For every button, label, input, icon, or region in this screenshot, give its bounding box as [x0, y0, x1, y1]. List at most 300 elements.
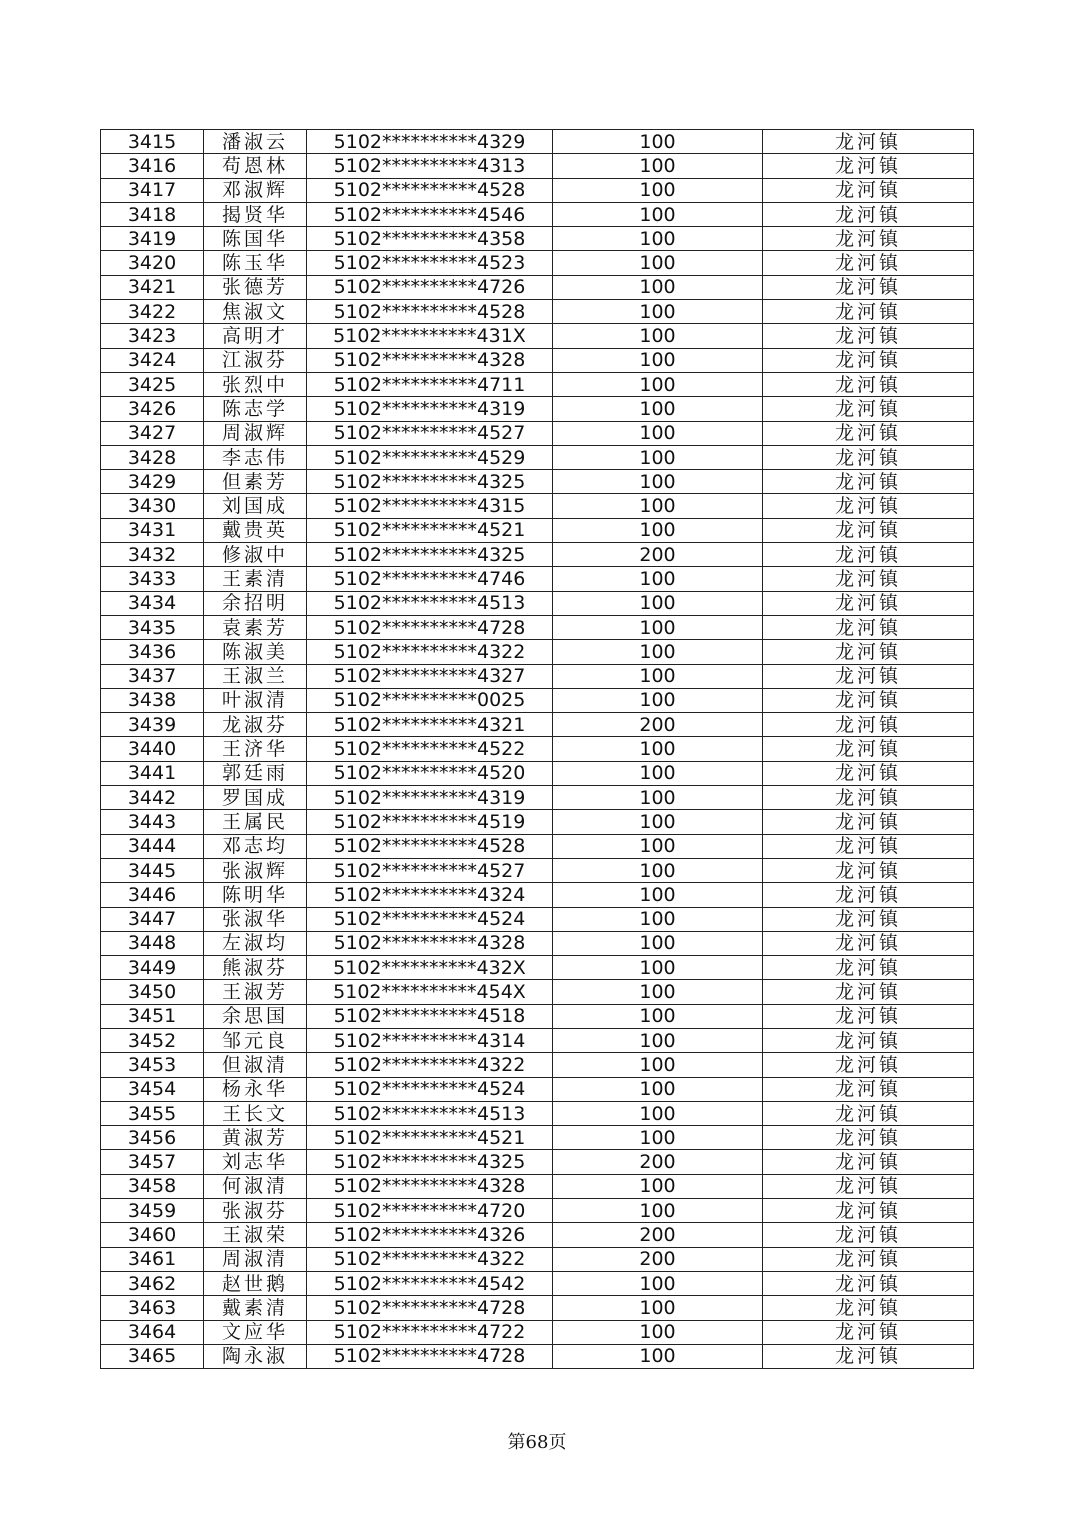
cell-amount: 100	[553, 1344, 763, 1368]
cell-town: 龙河镇	[763, 1247, 974, 1271]
cell-serial-number: 3433	[101, 567, 204, 591]
cell-town: 龙河镇	[763, 713, 974, 737]
cell-person-name: 袁素芳	[204, 615, 307, 639]
cell-id-number: 5102**********4321	[307, 713, 553, 737]
cell-serial-number: 3415	[101, 130, 204, 154]
cell-serial-number: 3438	[101, 688, 204, 712]
cell-amount: 100	[553, 397, 763, 421]
cell-amount: 100	[553, 640, 763, 664]
cell-id-number: 5102**********4728	[307, 1344, 553, 1368]
cell-person-name: 周淑清	[204, 1247, 307, 1271]
table-row	[101, 810, 974, 834]
cell-amount: 200	[553, 1150, 763, 1174]
table-row	[101, 372, 974, 396]
table-row	[101, 956, 974, 980]
table-row	[101, 591, 974, 615]
cell-id-number: 5102**********4518	[307, 1004, 553, 1028]
cell-town: 龙河镇	[763, 1150, 974, 1174]
cell-serial-number: 3456	[101, 1126, 204, 1150]
cell-id-number: 5102**********4720	[307, 1199, 553, 1223]
table-row	[101, 397, 974, 421]
cell-id-number: 5102**********431X	[307, 324, 553, 348]
cell-town: 龙河镇	[763, 737, 974, 761]
cell-id-number: 5102**********4722	[307, 1320, 553, 1344]
cell-id-number: 5102**********4322	[307, 1247, 553, 1271]
cell-person-name: 陈玉华	[204, 251, 307, 275]
cell-person-name: 邹元良	[204, 1028, 307, 1052]
cell-amount: 100	[553, 1101, 763, 1125]
cell-serial-number: 3435	[101, 615, 204, 639]
cell-id-number: 5102**********4319	[307, 786, 553, 810]
cell-person-name: 张淑华	[204, 907, 307, 931]
table-row	[101, 1247, 974, 1271]
cell-id-number: 5102**********4315	[307, 494, 553, 518]
cell-serial-number: 3421	[101, 275, 204, 299]
table-row	[101, 1077, 974, 1101]
cell-person-name: 但素芳	[204, 470, 307, 494]
cell-amount: 100	[553, 470, 763, 494]
table-row	[101, 858, 974, 882]
table-row	[101, 1199, 974, 1223]
cell-person-name: 王淑兰	[204, 664, 307, 688]
cell-id-number: 5102**********4328	[307, 931, 553, 955]
cell-amount: 100	[553, 664, 763, 688]
cell-serial-number: 3452	[101, 1028, 204, 1052]
cell-person-name: 杨永华	[204, 1077, 307, 1101]
table-row	[101, 883, 974, 907]
cell-serial-number: 3465	[101, 1344, 204, 1368]
cell-amount: 100	[553, 931, 763, 955]
cell-serial-number: 3436	[101, 640, 204, 664]
cell-town: 龙河镇	[763, 178, 974, 202]
cell-serial-number: 3417	[101, 178, 204, 202]
cell-serial-number: 3420	[101, 251, 204, 275]
cell-town: 龙河镇	[763, 1053, 974, 1077]
cell-amount: 100	[553, 1028, 763, 1052]
table-row	[101, 664, 974, 688]
cell-amount: 100	[553, 202, 763, 226]
cell-amount: 100	[553, 737, 763, 761]
cell-id-number: 5102**********4513	[307, 1101, 553, 1125]
cell-serial-number: 3459	[101, 1199, 204, 1223]
cell-person-name: 陶永淑	[204, 1344, 307, 1368]
table-row	[101, 1296, 974, 1320]
cell-town: 龙河镇	[763, 1320, 974, 1344]
cell-id-number: 5102**********4528	[307, 178, 553, 202]
page-number: 第68页	[507, 1432, 567, 1453]
cell-amount: 100	[553, 591, 763, 615]
table-row	[101, 1126, 974, 1150]
cell-amount: 100	[553, 1320, 763, 1344]
cell-town: 龙河镇	[763, 518, 974, 542]
cell-serial-number: 3445	[101, 858, 204, 882]
cell-serial-number: 3451	[101, 1004, 204, 1028]
table-row	[101, 154, 974, 178]
cell-serial-number: 3429	[101, 470, 204, 494]
cell-town: 龙河镇	[763, 1174, 974, 1198]
cell-serial-number: 3450	[101, 980, 204, 1004]
cell-person-name: 黄淑芳	[204, 1126, 307, 1150]
cell-serial-number: 3463	[101, 1296, 204, 1320]
cell-amount: 100	[553, 810, 763, 834]
cell-id-number: 5102**********4322	[307, 640, 553, 664]
cell-id-number: 5102**********4322	[307, 1053, 553, 1077]
cell-id-number: 5102**********4328	[307, 1174, 553, 1198]
cell-town: 龙河镇	[763, 470, 974, 494]
cell-serial-number: 3416	[101, 154, 204, 178]
cell-town: 龙河镇	[763, 1223, 974, 1247]
cell-serial-number: 3447	[101, 907, 204, 931]
cell-serial-number: 3442	[101, 786, 204, 810]
cell-id-number: 5102**********4519	[307, 810, 553, 834]
cell-serial-number: 3460	[101, 1223, 204, 1247]
cell-amount: 100	[553, 1296, 763, 1320]
cell-town: 龙河镇	[763, 324, 974, 348]
cell-serial-number: 3434	[101, 591, 204, 615]
cell-person-name: 左淑均	[204, 931, 307, 955]
cell-town: 龙河镇	[763, 664, 974, 688]
cell-id-number: 5102**********4358	[307, 227, 553, 251]
cell-person-name: 潘淑云	[204, 130, 307, 154]
cell-id-number: 5102**********4522	[307, 737, 553, 761]
table-row	[101, 834, 974, 858]
cell-town: 龙河镇	[763, 1101, 974, 1125]
cell-person-name: 王属民	[204, 810, 307, 834]
cell-id-number: 5102**********4327	[307, 664, 553, 688]
cell-person-name: 刘志华	[204, 1150, 307, 1174]
table-row	[101, 713, 974, 737]
cell-id-number: 5102**********4314	[307, 1028, 553, 1052]
cell-id-number: 5102**********454X	[307, 980, 553, 1004]
cell-town: 龙河镇	[763, 494, 974, 518]
cell-id-number: 5102**********4746	[307, 567, 553, 591]
cell-town: 龙河镇	[763, 275, 974, 299]
cell-person-name: 罗国成	[204, 786, 307, 810]
cell-id-number: 5102**********4521	[307, 1126, 553, 1150]
cell-town: 龙河镇	[763, 202, 974, 226]
cell-serial-number: 3431	[101, 518, 204, 542]
cell-id-number: 5102**********4325	[307, 543, 553, 567]
cell-person-name: 高明才	[204, 324, 307, 348]
cell-person-name: 王淑芳	[204, 980, 307, 1004]
table-row	[101, 178, 974, 202]
cell-amount: 100	[553, 251, 763, 275]
cell-town: 龙河镇	[763, 1004, 974, 1028]
cell-amount: 100	[553, 372, 763, 396]
cell-town: 龙河镇	[763, 883, 974, 907]
table-row	[101, 907, 974, 931]
table-row	[101, 543, 974, 567]
roster-table	[100, 129, 974, 1369]
cell-serial-number: 3426	[101, 397, 204, 421]
cell-serial-number: 3428	[101, 445, 204, 469]
cell-amount: 100	[553, 834, 763, 858]
cell-town: 龙河镇	[763, 154, 974, 178]
cell-id-number: 5102**********4325	[307, 1150, 553, 1174]
cell-person-name: 王淑荣	[204, 1223, 307, 1247]
cell-amount: 100	[553, 275, 763, 299]
cell-id-number: 5102**********4524	[307, 907, 553, 931]
cell-id-number: 5102**********4527	[307, 858, 553, 882]
table-row	[101, 567, 974, 591]
cell-serial-number: 3444	[101, 834, 204, 858]
cell-person-name: 陈志学	[204, 397, 307, 421]
cell-serial-number: 3430	[101, 494, 204, 518]
cell-amount: 100	[553, 786, 763, 810]
cell-town: 龙河镇	[763, 1271, 974, 1295]
cell-id-number: 5102**********4726	[307, 275, 553, 299]
cell-person-name: 陈淑美	[204, 640, 307, 664]
cell-town: 龙河镇	[763, 615, 974, 639]
table-row	[101, 1320, 974, 1344]
cell-town: 龙河镇	[763, 1199, 974, 1223]
table-row	[101, 931, 974, 955]
cell-amount: 100	[553, 300, 763, 324]
cell-person-name: 戴素清	[204, 1296, 307, 1320]
cell-town: 龙河镇	[763, 227, 974, 251]
table-row	[101, 1004, 974, 1028]
cell-town: 龙河镇	[763, 980, 974, 1004]
cell-town: 龙河镇	[763, 810, 974, 834]
cell-serial-number: 3462	[101, 1271, 204, 1295]
table-row	[101, 445, 974, 469]
cell-amount: 100	[553, 445, 763, 469]
table-row	[101, 1053, 974, 1077]
table-row	[101, 1028, 974, 1052]
cell-id-number: 5102**********4527	[307, 421, 553, 445]
cell-id-number: 5102**********4711	[307, 372, 553, 396]
cell-person-name: 周淑辉	[204, 421, 307, 445]
cell-town: 龙河镇	[763, 1296, 974, 1320]
cell-town: 龙河镇	[763, 907, 974, 931]
cell-town: 龙河镇	[763, 786, 974, 810]
cell-serial-number: 3423	[101, 324, 204, 348]
cell-id-number: 5102**********4521	[307, 518, 553, 542]
cell-amount: 100	[553, 1126, 763, 1150]
cell-person-name: 但淑清	[204, 1053, 307, 1077]
cell-person-name: 修淑中	[204, 543, 307, 567]
cell-serial-number: 3464	[101, 1320, 204, 1344]
cell-town: 龙河镇	[763, 300, 974, 324]
table-row	[101, 421, 974, 445]
cell-person-name: 王素清	[204, 567, 307, 591]
table-row	[101, 130, 974, 154]
cell-amount: 100	[553, 567, 763, 591]
cell-person-name: 苟恩林	[204, 154, 307, 178]
table-row	[101, 251, 974, 275]
cell-serial-number: 3437	[101, 664, 204, 688]
cell-person-name: 文应华	[204, 1320, 307, 1344]
cell-serial-number: 3455	[101, 1101, 204, 1125]
cell-person-name: 刘国成	[204, 494, 307, 518]
cell-serial-number: 3422	[101, 300, 204, 324]
cell-amount: 100	[553, 348, 763, 372]
cell-serial-number: 3432	[101, 543, 204, 567]
cell-amount: 100	[553, 761, 763, 785]
cell-person-name: 陈明华	[204, 883, 307, 907]
cell-person-name: 余思国	[204, 1004, 307, 1028]
cell-serial-number: 3457	[101, 1150, 204, 1174]
table-row	[101, 348, 974, 372]
table-row	[101, 615, 974, 639]
table-row	[101, 202, 974, 226]
cell-serial-number: 3446	[101, 883, 204, 907]
cell-town: 龙河镇	[763, 1344, 974, 1368]
cell-amount: 100	[553, 1174, 763, 1198]
table-row	[101, 688, 974, 712]
cell-id-number: 5102**********0025	[307, 688, 553, 712]
cell-person-name: 张德芳	[204, 275, 307, 299]
cell-town: 龙河镇	[763, 640, 974, 664]
cell-amount: 100	[553, 1077, 763, 1101]
cell-serial-number: 3443	[101, 810, 204, 834]
cell-amount: 100	[553, 1053, 763, 1077]
cell-amount: 100	[553, 858, 763, 882]
cell-serial-number: 3461	[101, 1247, 204, 1271]
cell-id-number: 5102**********4513	[307, 591, 553, 615]
cell-town: 龙河镇	[763, 421, 974, 445]
cell-town: 龙河镇	[763, 130, 974, 154]
cell-id-number: 5102**********4520	[307, 761, 553, 785]
table-row	[101, 1174, 974, 1198]
cell-person-name: 王济华	[204, 737, 307, 761]
cell-person-name: 李志伟	[204, 445, 307, 469]
cell-serial-number: 3424	[101, 348, 204, 372]
cell-person-name: 王长文	[204, 1101, 307, 1125]
cell-id-number: 5102**********4542	[307, 1271, 553, 1295]
table-row	[101, 980, 974, 1004]
cell-amount: 100	[553, 130, 763, 154]
cell-id-number: 5102**********4319	[307, 397, 553, 421]
cell-amount: 200	[553, 1223, 763, 1247]
cell-id-number: 5102**********4326	[307, 1223, 553, 1247]
cell-amount: 100	[553, 615, 763, 639]
table-row	[101, 1271, 974, 1295]
cell-serial-number: 3448	[101, 931, 204, 955]
cell-id-number: 5102**********4528	[307, 834, 553, 858]
cell-amount: 100	[553, 421, 763, 445]
cell-person-name: 江淑芬	[204, 348, 307, 372]
table-row	[101, 227, 974, 251]
table-row	[101, 275, 974, 299]
cell-town: 龙河镇	[763, 761, 974, 785]
cell-town: 龙河镇	[763, 251, 974, 275]
cell-amount: 100	[553, 1004, 763, 1028]
cell-town: 龙河镇	[763, 372, 974, 396]
cell-person-name: 张烈中	[204, 372, 307, 396]
cell-serial-number: 3453	[101, 1053, 204, 1077]
cell-amount: 100	[553, 154, 763, 178]
cell-id-number: 5102**********4546	[307, 202, 553, 226]
cell-town: 龙河镇	[763, 956, 974, 980]
cell-amount: 100	[553, 518, 763, 542]
cell-town: 龙河镇	[763, 1126, 974, 1150]
cell-person-name: 张淑芬	[204, 1199, 307, 1223]
cell-id-number: 5102**********4523	[307, 251, 553, 275]
cell-amount: 100	[553, 227, 763, 251]
cell-amount: 100	[553, 1199, 763, 1223]
cell-id-number: 5102**********4325	[307, 470, 553, 494]
cell-amount: 100	[553, 956, 763, 980]
cell-id-number: 5102**********4728	[307, 615, 553, 639]
cell-serial-number: 3440	[101, 737, 204, 761]
table-row	[101, 518, 974, 542]
cell-person-name: 揭贤华	[204, 202, 307, 226]
cell-amount: 200	[553, 1247, 763, 1271]
cell-id-number: 5102**********4328	[307, 348, 553, 372]
cell-id-number: 5102**********4524	[307, 1077, 553, 1101]
cell-id-number: 5102**********4728	[307, 1296, 553, 1320]
table-row	[101, 300, 974, 324]
cell-person-name: 赵世鹅	[204, 1271, 307, 1295]
cell-town: 龙河镇	[763, 543, 974, 567]
cell-id-number: 5102**********4528	[307, 300, 553, 324]
cell-amount: 100	[553, 494, 763, 518]
cell-town: 龙河镇	[763, 1028, 974, 1052]
cell-serial-number: 3427	[101, 421, 204, 445]
cell-id-number: 5102**********4324	[307, 883, 553, 907]
cell-town: 龙河镇	[763, 858, 974, 882]
cell-amount: 200	[553, 713, 763, 737]
cell-person-name: 戴贵英	[204, 518, 307, 542]
table-row	[101, 1150, 974, 1174]
table-row	[101, 786, 974, 810]
cell-person-name: 邓志均	[204, 834, 307, 858]
cell-town: 龙河镇	[763, 567, 974, 591]
cell-id-number: 5102**********4313	[307, 154, 553, 178]
table-row	[101, 1223, 974, 1247]
cell-serial-number: 3441	[101, 761, 204, 785]
cell-serial-number: 3425	[101, 372, 204, 396]
cell-person-name: 郭廷雨	[204, 761, 307, 785]
cell-town: 龙河镇	[763, 931, 974, 955]
cell-serial-number: 3439	[101, 713, 204, 737]
cell-serial-number: 3454	[101, 1077, 204, 1101]
cell-amount: 100	[553, 178, 763, 202]
cell-person-name: 焦淑文	[204, 300, 307, 324]
cell-town: 龙河镇	[763, 348, 974, 372]
cell-person-name: 龙淑芬	[204, 713, 307, 737]
cell-town: 龙河镇	[763, 397, 974, 421]
table-row	[101, 470, 974, 494]
cell-amount: 100	[553, 324, 763, 348]
cell-town: 龙河镇	[763, 445, 974, 469]
cell-town: 龙河镇	[763, 834, 974, 858]
cell-amount: 200	[553, 543, 763, 567]
cell-town: 龙河镇	[763, 1077, 974, 1101]
cell-person-name: 熊淑芬	[204, 956, 307, 980]
cell-amount: 100	[553, 688, 763, 712]
cell-person-name: 邓淑辉	[204, 178, 307, 202]
cell-serial-number: 3418	[101, 202, 204, 226]
cell-id-number: 5102**********4329	[307, 130, 553, 154]
table-row	[101, 737, 974, 761]
cell-amount: 100	[553, 1271, 763, 1295]
cell-person-name: 叶淑清	[204, 688, 307, 712]
cell-amount: 100	[553, 883, 763, 907]
cell-id-number: 5102**********4529	[307, 445, 553, 469]
cell-id-number: 5102**********432X	[307, 956, 553, 980]
cell-town: 龙河镇	[763, 591, 974, 615]
cell-serial-number: 3449	[101, 956, 204, 980]
cell-person-name: 张淑辉	[204, 858, 307, 882]
table-row	[101, 1101, 974, 1125]
roster-table-body	[101, 130, 974, 1369]
cell-town: 龙河镇	[763, 688, 974, 712]
cell-amount: 100	[553, 980, 763, 1004]
cell-person-name: 陈国华	[204, 227, 307, 251]
cell-person-name: 何淑清	[204, 1174, 307, 1198]
